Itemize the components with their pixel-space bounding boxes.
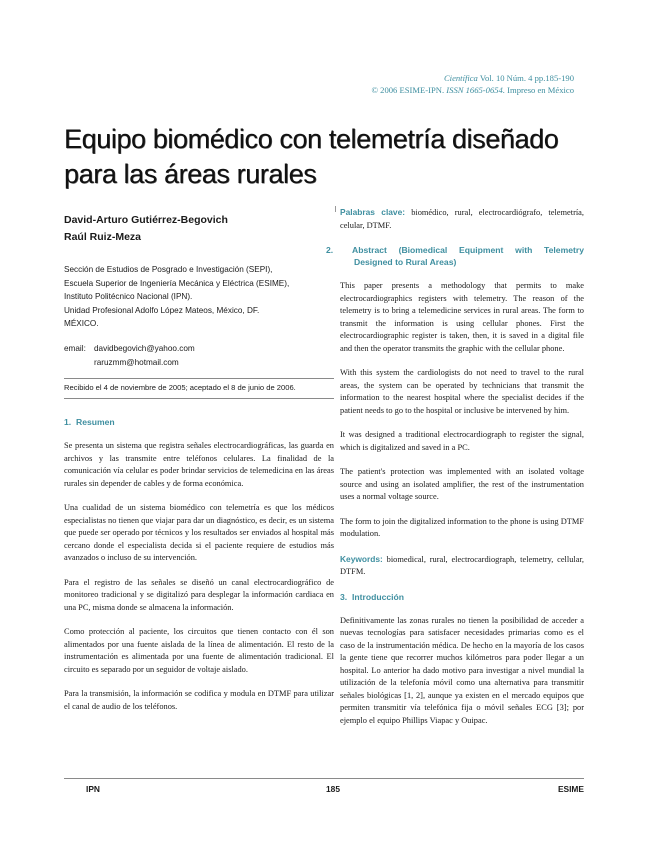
printed-in: Impreso en México: [507, 85, 574, 95]
keywords: [340, 553, 584, 579]
body-paragraph: Para la transmisión, la información se codifica y modula en DTMF para utilizar el canal de audio de los teléfonos.: [64, 689, 334, 711]
divider: [64, 378, 334, 379]
received-date: Recibido el 4 de noviembre de 2005; aceptado el 8 de junio de 2006.: [64, 383, 296, 392]
body-paragraph: Definitivamente las zonas rurales no tienen la posibilidad de acceder a nuevas tecnologías para satisfacer necesidades primarias como es el caso de la instrumentación médica. De hecho en la mayoría de los casos la gente tiene que recorrer muchos kilómetros para poder llegar a un hospital. Lo anterior ha dado motivo para investigar a nivel mundial la utilización de la telefonía móvil como una alternativa para transmitir señales biológicas [1, 2], aunque ya existen en el mercado equipos que permiten transmitir vía telefónica fija o móvil señales ECG [3]; por ejemplo el equipo Phillips Viapac y Ouipac.: [340, 615, 584, 725]
body-paragraph: Como protección al paciente, los circuitos que tienen contacto con él son alimentados por una fuente aislada de la línea de alimentación. El resto de la instrumentación es alimentada por una fuente de alimentación tradicional. El circuito es separado por un seguidor de voltaje aislado.: [64, 627, 334, 674]
title-line-1: Equipo biomédico con telemetría diseñado: [64, 124, 559, 154]
page-number: 185: [326, 784, 340, 794]
email-block: [64, 342, 195, 370]
keywords-label: Keywords:: [340, 553, 383, 564]
left-column: [64, 416, 334, 725]
palabras-clave: [340, 206, 584, 232]
body-paragraph: This paper presents a methodology that permits to make electrocardiographics registers with telemetry. The reason of the telemetry is to bring a telemedicine services in rural areas. The form to transmit the information is using cellular phones. First the electrocardiographic register is taken, then, it is saved in a digital file and then the operator transmits the graphic with the cellular phone.: [340, 281, 584, 353]
email-address: davidbegovich@yahoo.com: [94, 344, 195, 353]
body-paragraph: Para el registro de las señales se diseñó un canal electrocardiográfico de monitoreo tradicional y se digitalizó para desplegar la información cardiaca en una PC, misma donde se almacena la información.: [64, 577, 334, 612]
email-address: raruzmm@hotmail.com: [94, 358, 179, 367]
body-paragraph: The patient's protection was implemented with an isolated voltage source and using an isolated amplifier, the rest of the instrumentation uses a normal voltage source.: [340, 467, 584, 501]
body-paragraph: The form to join the digitalized information to the phone is using DTMF modulation.: [340, 516, 584, 538]
author-list: [64, 212, 228, 246]
affiliation-line: MÉXICO.: [64, 319, 99, 329]
body-paragraph: Una cualidad de un sistema biomédico con telemetría es que los médicos especialistas no tienen que viajar para dar un diagnóstico, es decir, es un sistema que puede ser operado por técnicos y los resultados ser enviados al hospital más cercano donde el especialista decida si el paciente requiere de estudios más avanzados o incluso de su intervención.: [64, 503, 334, 562]
body-paragraph: It was designed a traditional electrocardiograph to register the signal, which is digitalized and saved in a PC.: [340, 430, 584, 452]
body-paragraph: With this system the cardiologists do not need to travel to the rural areas, the system can be operated by technicians that transmit the information to the nearest hospital where the specialist decides if the patient needs to go to the hospital or inclusive be intervened by him.: [340, 368, 584, 415]
column-rule: [335, 206, 336, 212]
section-heading-abstract: 2. Abstract (Biomedical Equipment with Telemetry Designed to Rural Areas): [326, 245, 584, 267]
affiliation-line: Sección de Estudios de Posgrado e Investigación (SEPI),: [64, 265, 273, 274]
journal-name: Científica: [443, 73, 478, 83]
journal-citation-line: [371, 72, 574, 84]
divider: [64, 398, 334, 399]
section-heading-resumen: 1. Resumen: [64, 417, 115, 427]
palabras-clave-text: biomédico, rural, electrocardiógrafo, telemetría, celular, DTMF.: [340, 208, 584, 230]
journal-header: [371, 72, 574, 96]
volume-info: Vol. 10 Núm. 4 pp.185-190: [479, 73, 574, 83]
footer-left: IPN: [86, 784, 100, 794]
right-column: [326, 206, 584, 739]
copyright: © 2006 ESIME-IPN.: [371, 85, 445, 95]
section-heading-introduccion: 3. Introducción: [340, 591, 405, 602]
footer-right: ESIME: [557, 784, 584, 794]
affiliation-line: Escuela Superior de Ingeniería Mecánica y Eléctrica (ESIME),: [64, 278, 290, 288]
issn: ISSN 1665-0654.: [446, 85, 506, 95]
affiliation-block: [64, 263, 336, 331]
body-paragraph: Se presenta un sistema que registra señales electrocardiográficas, las guarda en archivos y las transmite entre teléfonos celulares. La finalidad de la comunicación vía celular es poder brindar servicios de telemedicina en las áreas rurales sin depender de cables y de forma económica.: [64, 441, 334, 488]
palabras-clave-label: Palabras clave:: [340, 207, 406, 217]
title-line-2: para las áreas rurales: [64, 159, 317, 189]
paper-title: [64, 122, 584, 192]
footer-rule: [64, 778, 584, 779]
affiliation-line: Unidad Profesional Adolfo López Mateos, México, DF.: [64, 305, 260, 315]
author-name: Raúl Ruiz-Meza: [64, 231, 142, 243]
author-name: David-Arturo Gutiérrez-Begovich: [64, 214, 228, 226]
copyright-line: [371, 84, 574, 96]
affiliation-line: Instituto Politécnico Nacional (IPN).: [64, 292, 193, 302]
email-label: email:: [64, 344, 86, 353]
keywords-text: biomedical, rural, electrocardiograph, telemetry, cellular, DTFM.: [340, 554, 584, 576]
